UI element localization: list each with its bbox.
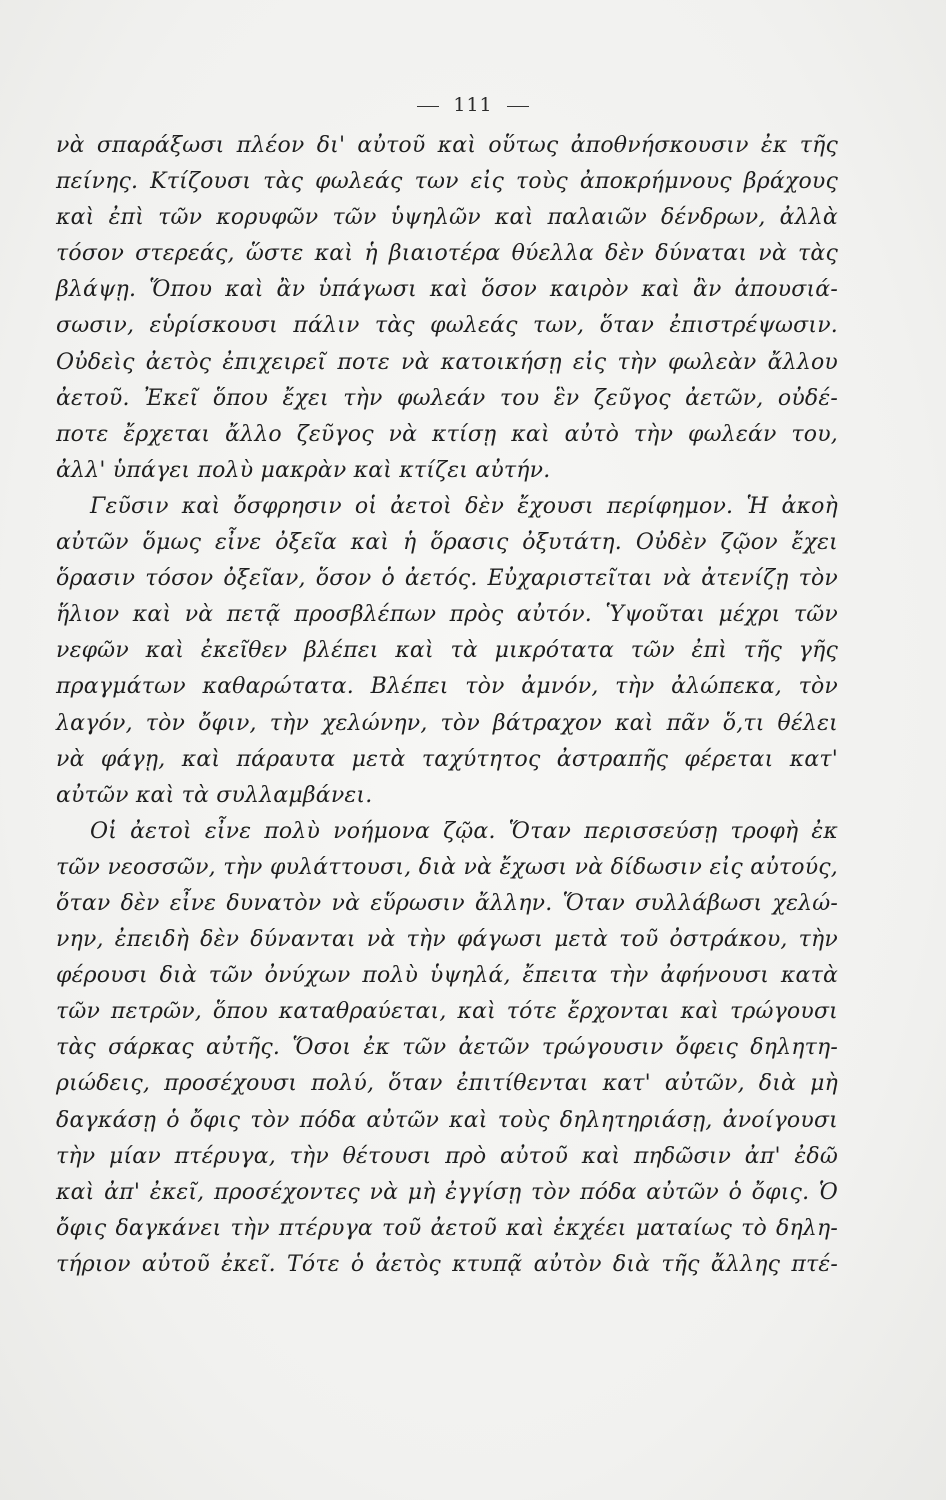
text-line: ὅρασιν τόσον ὀξεῖαν, ὅσον ὁ ἀετός. Εὐχαριστεῖται νὰ ἀτενίζῃ τὸν	[56, 566, 838, 592]
text-line: σωσιν, εὑρίσκουσι πάλιν τὰς φωλεάς των, ὅταν ἐπιστρέψωσιν.	[56, 313, 838, 339]
text-line: νὰ σπαράξωσι πλέον δι' αὐτοῦ καὶ οὕτως ἀποθνήσκουσιν ἐκ τῆς	[56, 133, 838, 158]
text-line: ἥλιον καὶ νὰ πετᾷ προσβλέπων πρὸς αὐτόν. Ὑψοῦται μέχρι τῶν	[56, 602, 838, 628]
text-line: τῶν νεοσσῶν, τὴν φυλάττουσι, διὰ νὰ ἔχωσι νὰ δίδωσιν εἰς αὐτούς,	[56, 854, 838, 880]
text-line: ἀετοῦ. Ἐκεῖ ὅπου ἔχει τὴν φωλεάν του ἓν ζεῦγος ἀετῶν, οὐδέ-	[56, 385, 838, 411]
text-line: νεφῶν καὶ ἐκεῖθεν βλέπει καὶ τὰ μικρότατα τῶν ἐπὶ τῆς γῆς	[56, 638, 838, 664]
text-line: δαγκάσῃ ὁ ὄφις τὸν πόδα αὐτῶν καὶ τοὺς δηλητηριάσῃ, ἀνοίγουσι	[56, 1107, 838, 1133]
text-line: αὐτῶν ὅμως εἶνε ὀξεῖα καὶ ἡ ὅρασις ὀξυτάτη. Οὐδὲν ζῷον ἔχει	[56, 530, 838, 556]
text-line: Οὐδεὶς ἀετὸς ἐπιχειρεῖ ποτε νὰ κατοικήσῃ εἰς τὴν φωλεὰν ἄλλου	[56, 349, 838, 375]
text-line: φέρουσι διὰ τῶν ὀνύχων πολὺ ὑψηλά, ἔπειτα τὴν ἀφήνουσι κατὰ	[56, 963, 838, 989]
paragraph-first-line: Γεῦσιν καὶ ὄσφρησιν οἱ ἀετοὶ δὲν ἔχουσι περίφημον. Ἡ ἀκοὴ	[90, 493, 838, 519]
text-line: βλάψῃ. Ὅπου καὶ ἂν ὑπάγωσι καὶ ὅσον καιρὸν καὶ ἂν ἀπουσιά-	[56, 277, 838, 303]
text-line: αὐτῶν καὶ τὰ συλλαμβάνει.	[56, 782, 373, 808]
page-number: 111	[453, 94, 493, 116]
text-line: ἀλλ' ὑπάγει πολὺ μακρὰν καὶ κτίζει αὐτήν.	[56, 457, 551, 483]
text-line: τὰς σάρκας αὐτῆς. Ὅσοι ἐκ τῶν ἀετῶν τρώγουσιν ὄφεις δηλητη-	[56, 1035, 838, 1061]
text-line: νην, ἐπειδὴ δὲν δύνανται νὰ τὴν φάγωσι μετὰ τοῦ ὀστράκου, τὴν	[56, 927, 838, 953]
header-dash-left	[417, 106, 439, 107]
header-dash-right	[507, 106, 529, 107]
text-line: καὶ ἐπὶ τῶν κορυφῶν τῶν ὑψηλῶν καὶ παλαιῶν δένδρων, ἀλλὰ	[56, 205, 838, 231]
text-line: τήριον αὐτοῦ ἐκεῖ. Τότε ὁ ἀετὸς κτυπᾷ αὐτὸν διὰ τῆς ἄλλης πτέ-	[56, 1251, 838, 1277]
text-line: πραγμάτων καθαρώτατα. Βλέπει τὸν ἀμνόν, τὴν ἀλώπεκα, τὸν	[56, 674, 838, 700]
body-text	[56, 128, 838, 1283]
text-line: νὰ φάγῃ, καὶ πάραυτα μετὰ ταχύτητος ἀστραπῆς φέρεται κατ'	[56, 746, 838, 772]
text-line: τῶν πετρῶν, ὅπου καταθραύεται, καὶ τότε ἔρχονται καὶ τρώγουσι	[56, 999, 838, 1025]
text-line: πείνης. Κτίζουσι τὰς φωλεάς των εἰς τοὺς ἀποκρήμνους βράχους	[56, 169, 838, 195]
page-header	[0, 94, 946, 116]
text-line: ὅταν δὲν εἶνε δυνατὸν νὰ εὕρωσιν ἄλλην. Ὅταν συλλάβωσι χελώ-	[56, 890, 838, 916]
text-line: ποτε ἔρχεται ἄλλο ζεῦγος νὰ κτίσῃ καὶ αὐτὸ τὴν φωλεάν του,	[56, 421, 838, 447]
text-line: καὶ ἀπ' ἐκεῖ, προσέχοντες νὰ μὴ ἐγγίσῃ τὸν πόδα αὐτῶν ὁ ὄφις. Ὁ	[56, 1179, 838, 1205]
text-line: τόσον στερεάς, ὥστε καὶ ἡ βιαιοτέρα θύελλα δὲν δύναται νὰ τὰς	[56, 241, 838, 267]
text-line: λαγόν, τὸν ὄφιν, τὴν χελώνην, τὸν βάτραχον καὶ πᾶν ὅ,τι θέλει	[56, 710, 838, 736]
paragraph-first-line: Οἱ ἀετοὶ εἶνε πολὺ νοήμονα ζῷα. Ὅταν περισσεύσῃ τροφὴ ἐκ	[90, 818, 838, 844]
text-line: ὄφις δαγκάνει τὴν πτέρυγα τοῦ ἀετοῦ καὶ ἐκχέει ματαίως τὸ δηλη-	[56, 1215, 838, 1241]
text-line: τὴν μίαν πτέρυγα, τὴν θέτουσι πρὸ αὐτοῦ καὶ πηδῶσιν ἀπ' ἐδῶ	[56, 1143, 838, 1169]
text-line: ριώδεις, προσέχουσι πολύ, ὅταν ἐπιτίθενται κατ' αὐτῶν, διὰ μὴ	[56, 1071, 838, 1097]
